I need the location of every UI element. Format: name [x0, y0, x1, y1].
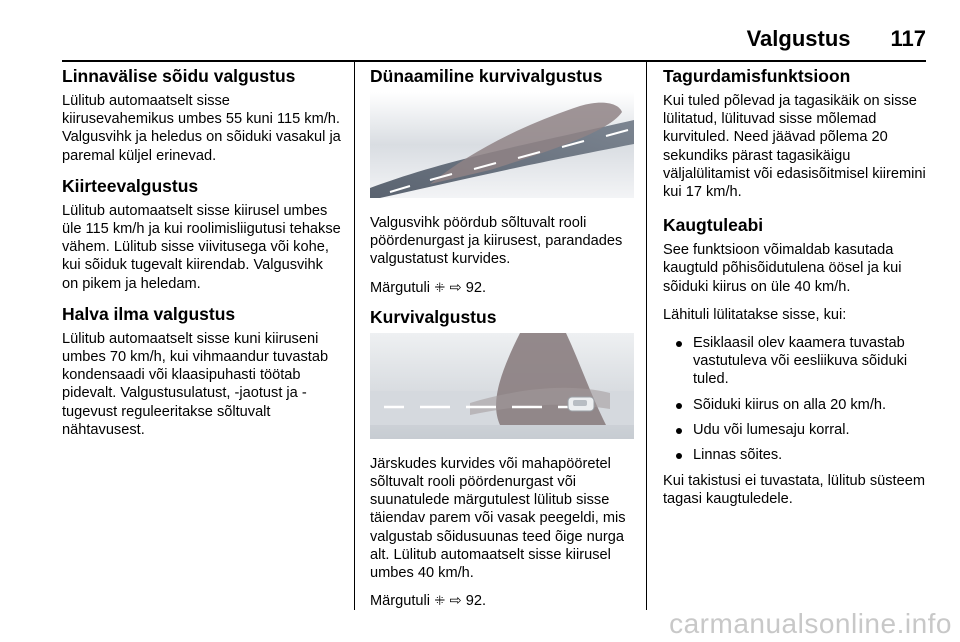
bullet-icon: [676, 341, 682, 347]
watermark: carmanualsonline.info: [669, 608, 952, 639]
page-ref-arrow-icon: ⇨: [449, 593, 462, 610]
dynamic-curve-light-illustration: [370, 92, 634, 198]
section-text: Lülitub automaatselt sisse kiirusevahemikus umbes 55 kuni 115 km/h. Valgusvihk ja heledus on sõiduki vasakul ja paremal küljel erinevad.: [62, 93, 341, 164]
list-item: Udu või lumesaju korral.: [663, 421, 929, 439]
page-number: 117: [890, 26, 926, 51]
page-ref-link[interactable]: 92.: [465, 279, 487, 296]
reference-line: Märgutuli ꔰ ⇨ 92.: [370, 593, 487, 610]
bullet-icon: [676, 453, 682, 459]
section-text: Järskudes kurvides või mahapööretel sõltuvalt rooli pöördenurgast või suunatulede märgutulest lülitub sisse täiendav parem või vasak peegeldi, mis valgustab sõidusuunas teed õige nurga alt. Lülitub automaatselt sisse kiirusel umbes 40 km/h.: [370, 455, 626, 582]
section-text: Lülitub automaatselt sisse kiirusel umbes üle 115 km/h ja kui roolimisliigutusi tehakse vähem. Lülitub sisse viivitusega või kohe, kui sõiduk tugevalt kiirendab. Valgusvihk on pikem ja heledam.: [62, 202, 341, 292]
cornering-light-illustration: [370, 333, 634, 439]
section-halva-ilma: [62, 304, 342, 439]
column-separator: [354, 62, 355, 610]
section-heading: Kurvivalgustus: [370, 306, 497, 327]
bullet-icon: [676, 428, 682, 434]
section-heading: Halva ilma valgustus: [62, 303, 236, 324]
section-heading: Linnavälise sõidu valgustus: [62, 66, 296, 86]
page-header: [747, 26, 926, 52]
page-ref-arrow-icon: ⇨: [449, 279, 462, 296]
section-heading: Kaugtuleabi: [663, 215, 764, 236]
section-linnavalise: [62, 66, 342, 165]
conditions-list: [663, 334, 929, 464]
page-ref-link[interactable]: 92.: [465, 593, 487, 610]
column-3: [663, 66, 929, 519]
list-item: Linnas sõites.: [663, 446, 929, 464]
page-title: Valgustus: [746, 26, 851, 51]
column-1: [62, 66, 342, 450]
list-item: Esiklaasil olev kaamera tuvastab vastutuleva või eesliikuva sõiduki tuled.: [663, 334, 929, 389]
section-text: Valgusvihk pöördub sõltuvalt rooli pöördenurgast ja kiirusest, parandades valgustatust kurvides.: [370, 215, 623, 268]
section-kiirtee: [62, 176, 342, 293]
column-2: [370, 66, 634, 620]
section-text: Lähituli lülitatakse sisse, kui:: [663, 306, 847, 323]
list-item: Sõiduki kiirus on alla 20 km/h.: [663, 396, 929, 414]
column-separator: [646, 62, 647, 610]
section-text: Lülitub automaatselt sisse kuni kiiruseni umbes 70 km/h, kui vihmaandur tuvastab kondensaadi või klaasipuhasti töötab pidevalt. Valgustusulatust, -jaotust ja -tugevust reguleeritakse sõltuvalt nähtavusest.: [62, 330, 329, 438]
bullet-icon: [676, 403, 682, 409]
reference-line: Märgutuli ꔰ ⇨ 92.: [370, 279, 487, 296]
header-rule: [62, 60, 926, 62]
section-text: See funktsioon võimaldab kasutada kaugtuld põhisõidutulena öösel ja kui sõiduki kiirus on üle 40 km/h.: [663, 242, 902, 295]
indicator-light-icon: ꔰ: [434, 593, 446, 609]
section-heading: Tagurdamisfunktsioon: [663, 66, 851, 86]
section-text: Kui tuled põlevad ja tagasikäik on sisse lülitatud, lülituvad sisse mõlemad kurvituled. Need jäävad põlema 20 sekundiks pärast tagasikäigu väljalülitamist või edasisõitmisel kiiremini kui 17 km/h.: [663, 93, 926, 201]
section-heading: Kiirteevalgustus: [62, 175, 199, 196]
section-text: Kui takistusi ei tuvastata, lülitub süsteem tagasi kaugtuledele.: [663, 473, 926, 508]
indicator-light-icon: ꔰ: [434, 279, 446, 295]
section-heading: Dünaamiline kurvivalgustus: [370, 66, 603, 86]
